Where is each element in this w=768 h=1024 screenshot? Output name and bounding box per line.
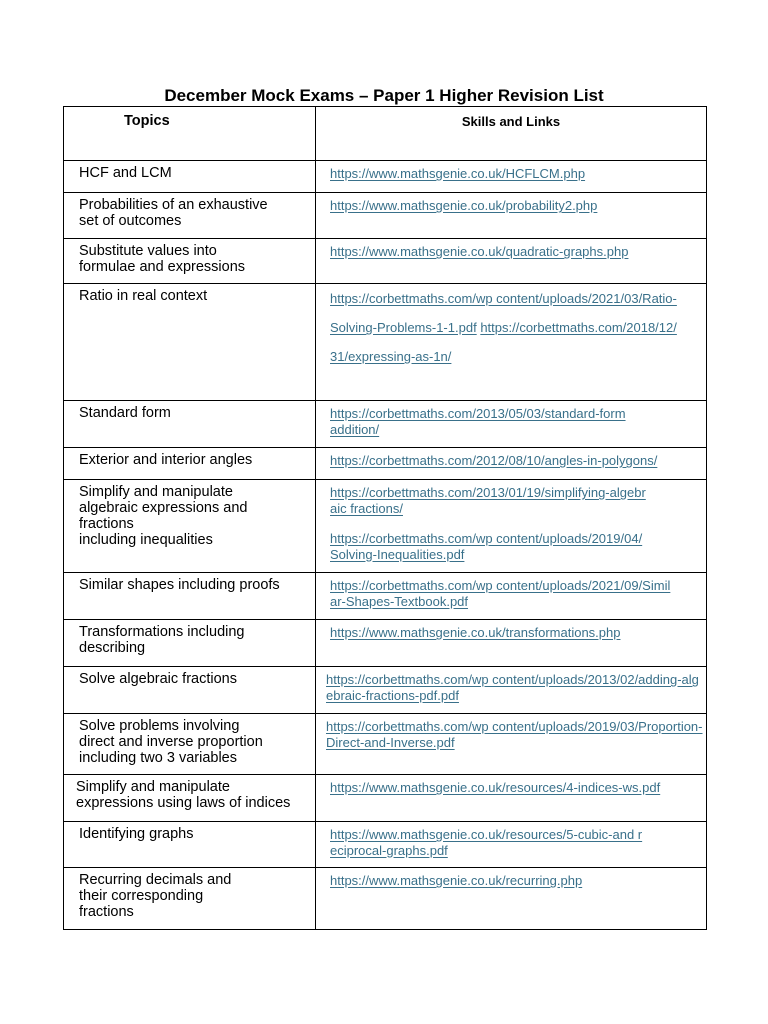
topic-text: Substitute values into formulae and expressions [79,243,246,275]
header-topics-cell [64,107,316,161]
table-row [64,401,707,448]
page-title: December Mock Exams – Paper 1 Higher Revision List [164,86,604,105]
links-cell [316,239,707,284]
topic-text: Solve algebraic fractions [79,671,237,687]
topic-cell [64,480,316,573]
topic-text: Exterior and interior angles [79,452,253,468]
resource-link[interactable]: https://www.mathsgenie.co.uk/transformations.php [330,625,621,640]
topic-text: Transformations including describing [79,624,245,656]
topic-cell [64,620,316,667]
topic-text: Similar shapes including proofs [79,577,280,593]
links-cell [316,480,707,573]
resource-link[interactable]: https://www.mathsgenie.co.uk/quadratic-graphs.php [330,244,629,259]
table-row [64,714,707,775]
topic-text: Ratio in real context [79,288,208,304]
topic-cell [64,161,316,193]
resource-link[interactable]: https://corbettmaths.com/wp content/uploads/2013/02/adding-algebraic-fractions-pdf.pdf [326,672,699,703]
links-cell [316,193,707,239]
table-row [64,284,707,401]
resource-link[interactable]: https://corbettmaths.com/2013/01/19/simplifying-algebraic fractions/ [330,485,646,516]
links-cell [316,620,707,667]
links-cell [316,573,707,620]
topic-cell [64,822,316,868]
topic-text: Probabilities of an exhaustive set of outcomes [79,197,268,229]
links-cell [316,714,707,775]
topic-cell [64,448,316,480]
resource-link[interactable]: https://corbettmaths.com/2018/12/31/expressing-as-1n/ [330,320,677,364]
resource-link[interactable]: https://www.mathsgenie.co.uk/resources/5-cubic-and reciprocal-graphs.pdf [330,827,643,858]
table-row [64,868,707,930]
links-cell [316,667,707,714]
topic-cell [64,714,316,775]
header-skills-and-links: Skills and Links [461,114,561,129]
resource-link[interactable]: https://corbettmaths.com/wp content/uploads/2021/03/Ratio-Solving-Problems-1-1.pdf [330,291,677,335]
topic-cell [64,868,316,930]
header-topics: Topics [124,113,170,129]
resource-link[interactable]: https://www.mathsgenie.co.uk/recurring.php [330,873,583,888]
links-cell [316,284,707,401]
table-row [64,161,707,193]
links-cell [316,822,707,868]
resource-link[interactable]: https://corbettmaths.com/wp content/uploads/2019/04/Solving-Inequalities.pdf [330,531,643,562]
topic-cell [64,573,316,620]
table-header-row [64,107,707,161]
resource-link[interactable]: https://www.mathsgenie.co.uk/HCFLCM.php [330,166,586,181]
table-row [64,775,707,822]
topic-text: Simplify and manipulate algebraic expressions and fractions including inequalities [79,484,248,548]
resource-link[interactable]: https://corbettmaths.com/wp content/uploads/2019/03/Proportion-Direct-and-Inverse.pdf [326,719,703,750]
resource-link[interactable]: https://www.mathsgenie.co.uk/resources/4-indices-ws.pdf [330,780,661,795]
links-cell [316,775,707,822]
topic-text: Identifying graphs [79,826,194,842]
resource-link[interactable]: https://corbettmaths.com/wp content/uploads/2021/09/Similar-Shapes-Textbook.pdf [330,578,671,609]
table-row [64,620,707,667]
topic-cell [64,775,316,822]
resource-link[interactable]: https://corbettmaths.com/2012/08/10/angles-in-polygons/ [330,453,658,468]
topic-text: Recurring decimals and their corresponding fractions [79,872,232,920]
topic-cell [64,193,316,239]
header-skills-cell [316,107,707,161]
resource-link[interactable]: https://www.mathsgenie.co.uk/probability2.php [330,198,598,213]
links-cell [316,401,707,448]
revision-table [63,106,707,930]
topic-cell [64,667,316,714]
topic-cell [64,239,316,284]
topic-text: HCF and LCM [79,165,172,181]
table-row [64,480,707,573]
links-cell [316,448,707,480]
table-row [64,573,707,620]
table-row [64,667,707,714]
topic-text: Standard form [79,405,171,421]
resource-link[interactable]: https://corbettmaths.com/2013/05/03/standard-form addition/ [330,406,626,437]
topic-cell [64,284,316,401]
links-cell [316,868,707,930]
table-row [64,448,707,480]
table-row [64,822,707,868]
table-row [64,193,707,239]
topic-text: Solve problems involving direct and inverse proportion including two 3 variables [79,718,263,766]
table-row [64,239,707,284]
topic-cell [64,401,316,448]
topic-text: Simplify and manipulate expressions using laws of indices [76,779,291,811]
links-cell [316,161,707,193]
